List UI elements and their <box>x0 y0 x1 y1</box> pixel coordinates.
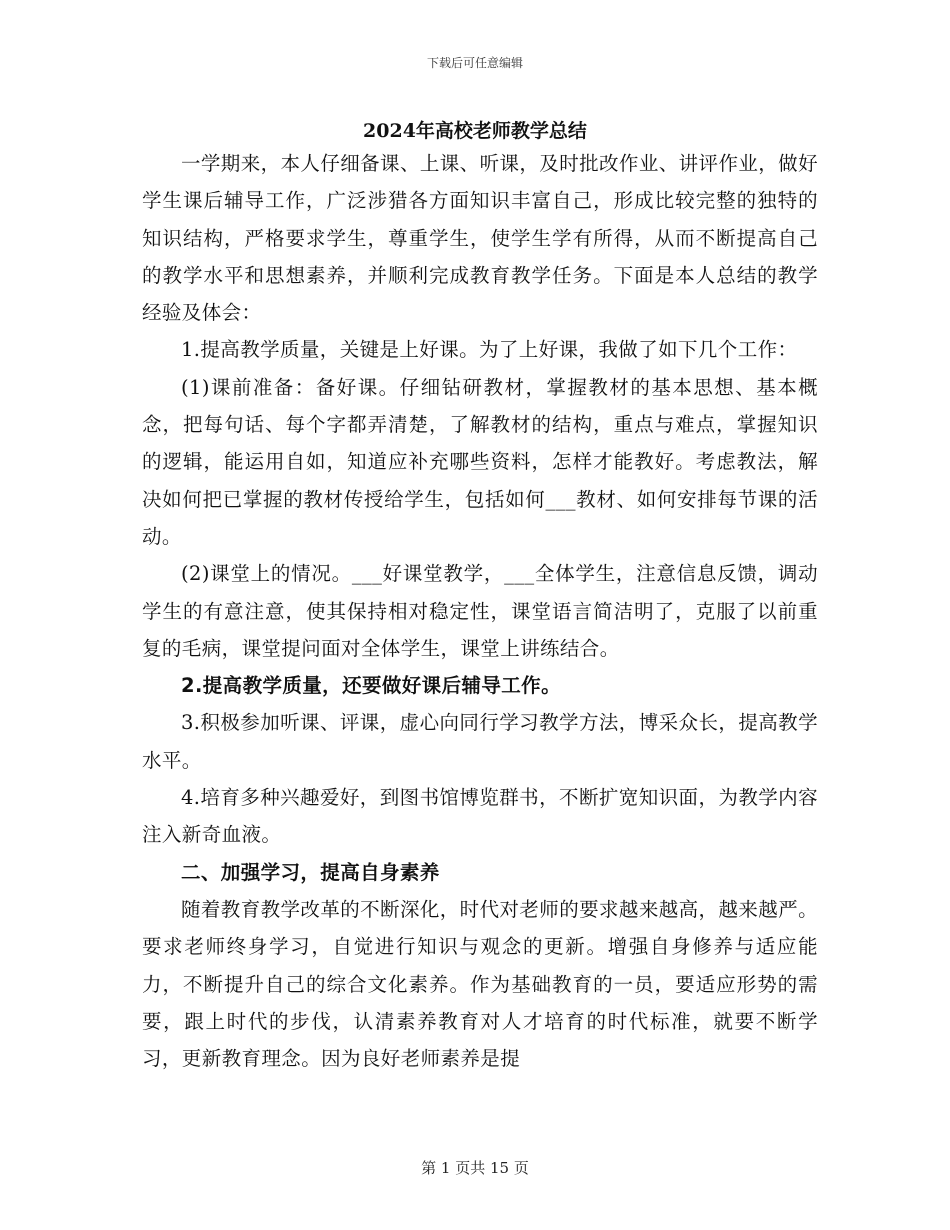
page-header: 下载后可任意编辑 <box>426 56 523 70</box>
paragraph-point-1: 1.提高教学质量，关键是上好课。为了上好课，我做了如下几个工作： <box>181 338 798 362</box>
paragraph-subpoint-2: (2)课堂上的情况。___好课堂教学，___全体学生，注意信息反馈，调动学生的有意注意，使其保持相对稳定性，课堂语言简洁明了，克服了以前重复的毛病，课堂提问面对全体学生，课堂上讲练结合。 <box>142 562 818 660</box>
paragraph-point-2-heading: 2.提高教学质量，还要做好课后辅导工作。 <box>181 674 561 698</box>
paragraph-point-3: 3.积极参加听课、评课，虚心向同行学习教学方法，博采众长，提高教学水平。 <box>142 711 818 772</box>
page-number-footer: 第 1 页共 15 页 <box>421 1159 529 1177</box>
paragraph-point-4: 4.培育多种兴趣爱好，到图书馆博览群书，不断扩宽知识面，为教学内容注入新奇血液。 <box>142 786 818 847</box>
document-title: 2024年高校老师教学总结 <box>363 120 587 142</box>
paragraph-intro: 一学期来，本人仔细备课、上课、听课，及时批改作业、讲评作业，做好学生课后辅导工作，广泛涉猎各方面知识丰富自己，形成比较完整的独特的知识结构，严格要求学生，尊重学生，使学生学有所得，从而不断提高自己的教学水平和思想素养，并顺利完成教育教学任务。下面是本人总结的教学经验及体会： <box>142 152 818 325</box>
section-heading-2: 二、加强学习，提高自身素养 <box>181 860 440 884</box>
paragraph-section-2-body: 随着教育教学改革的不断深化，时代对老师的要求越来越高，越来越严。要求老师终身学习，自觉进行知识与观念的更新。增强自身修养与适应能力，不断提升自己的综合文化素养。作为基础教育的一员，要适应形势的需要，跟上时代的步伐，认清素养教育对人才培育的时代标准，就要不断学习，更新教育理念。因为良好老师素养是提 <box>142 897 818 1071</box>
document-body <box>142 145 818 1077</box>
paragraph-subpoint-1: (1)课前准备：备好课。仔细钻研教材，掌握教材的基本思想、基本概念，把每句话、每个字都弄清楚，了解教材的结构，重点与难点，掌握知识的逻辑，能运用自如，知道应补充哪些资料，怎样才能教好。考虑教法，解决如何把已掌握的教材传授给学生，包括如何___教材、如何安排每节课的活动。 <box>142 375 818 548</box>
